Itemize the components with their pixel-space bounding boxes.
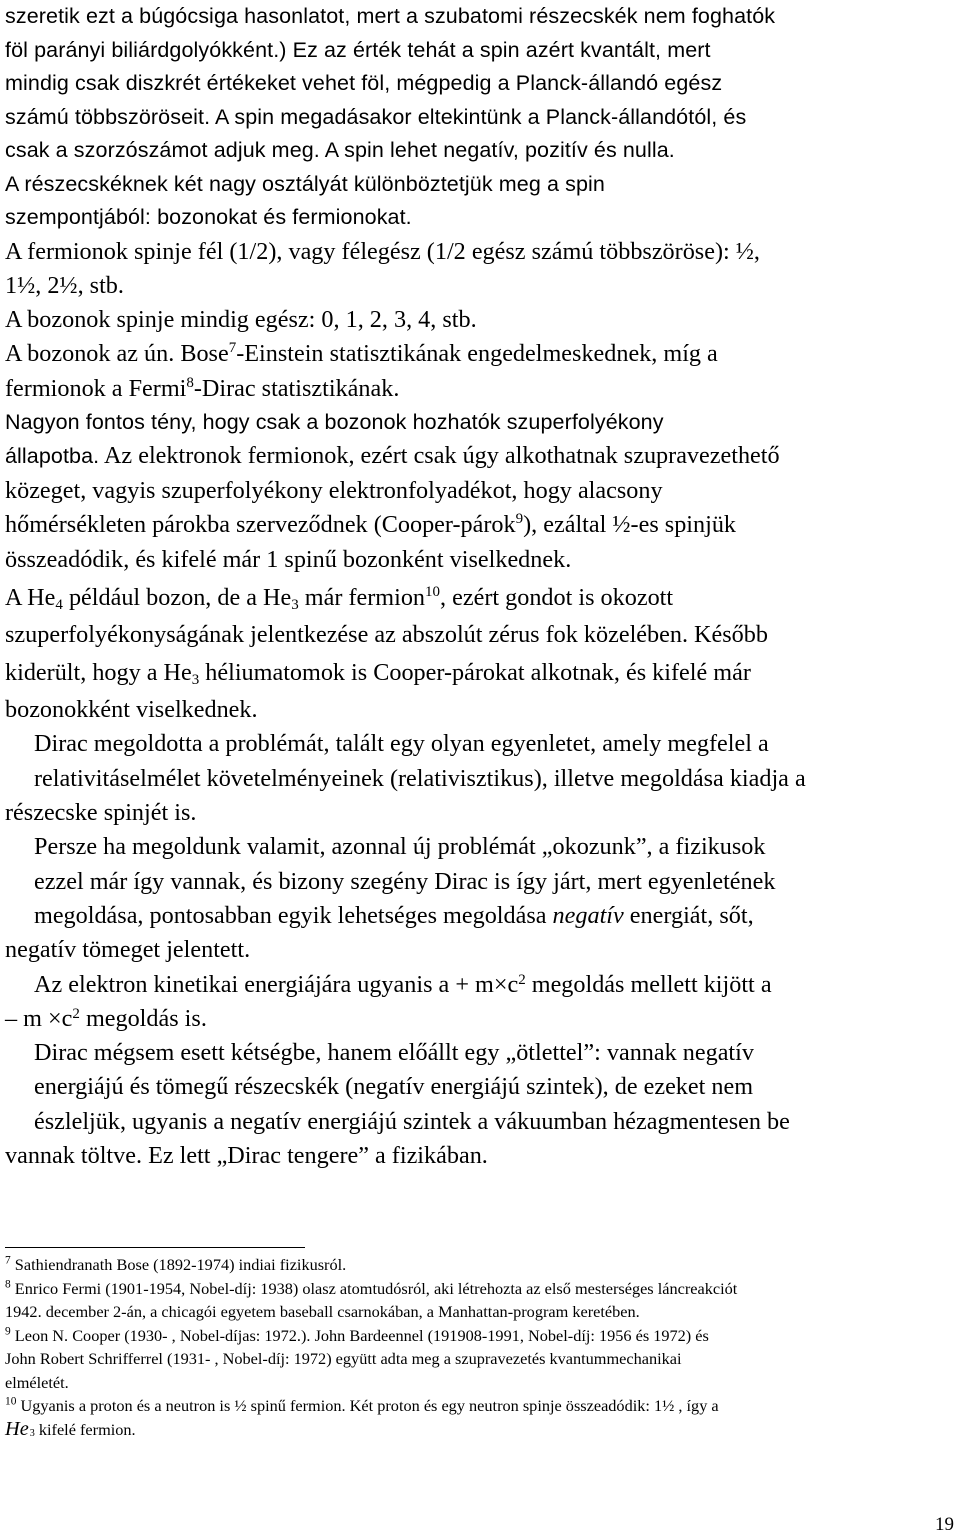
text-span: már fermion — [298, 583, 426, 611]
exponent: 2 — [518, 971, 526, 988]
text-span: hőmérsékleten párokba szerveződnek (Cooper-párok — [5, 511, 516, 539]
footnote-ref-9[interactable]: 9 — [515, 511, 524, 528]
subscript: 3 — [291, 597, 299, 614]
text-line: Dirac megoldotta a problémát, talált egy olyan egyenletet, amely megfelel a — [34, 730, 769, 758]
text-span: ), ezáltal ½-es spinjük — [523, 511, 737, 539]
text-span: energiát, sőt, — [623, 901, 754, 929]
footnotes — [5, 1253, 956, 1441]
text-span: héliumatomok is Cooper-párokat alkotnak, és kifelé már — [199, 659, 751, 687]
footnote-number: 9 — [5, 1325, 11, 1338]
text-span: megoldása, pontosabban egyik lehetséges megoldása — [34, 901, 553, 929]
text-span: állapotba. — [5, 444, 100, 469]
text-line: relativitáselmélet követelményeinek (relativisztikus), illetve megoldása kiadja a — [34, 764, 806, 792]
footnote-text: Leon N. Cooper (1930- , Nobel-díjas: 1972.). John Bardeennel (191908-1991, Nobel-díj: 1956 és 1972) és — [14, 1325, 709, 1345]
text-line: Nagyon fontos tény, hogy csak a bozonok hozhatók szuperfolyékony — [5, 409, 664, 434]
text-line: 1½, 2½, stb. — [5, 271, 124, 299]
text-span: megoldás mellett kijött a — [525, 970, 772, 998]
footnote-text: Enrico Fermi (1901-1954, Nobel-díj: 1938) olasz atomtudósról, aki létrehozta az első mesterséges láncreakciót — [14, 1278, 738, 1298]
text-span: , ezért gondot is okozott — [440, 583, 674, 611]
paragraph-fermion-spin — [5, 235, 956, 304]
text-line: A bozonok spinje mindig egész: 0, 1, 2, 3, 4, stb. — [5, 306, 477, 334]
text-span: Az elektron kinetikai energiájára ugyanis a + m×c — [34, 970, 519, 998]
text-line: részecske spinjét is. — [5, 799, 197, 827]
text-span: kiderült, hogy a He — [5, 659, 192, 687]
text-line: negatív tömeget jelentett. — [5, 936, 251, 964]
paragraph-particle-classes — [5, 168, 956, 235]
text-span: -Dirac statisztikának. — [193, 374, 400, 402]
paragraph-spin-intro — [5, 0, 956, 168]
text-span: -Einstein statisztikának engedelmeskednek, míg a — [236, 340, 718, 368]
text-line: közeget, vagyis szuperfolyékony elektronfolyadékot, hogy alacsony — [5, 476, 663, 504]
emphasis: negatív — [552, 901, 624, 929]
text-span: A He — [5, 583, 56, 611]
paragraph-dirac-sea — [5, 1036, 956, 1173]
paragraph-dirac-equation — [5, 727, 956, 830]
paragraph-helium — [5, 577, 956, 728]
text-span: fermionok a Fermi — [5, 374, 187, 402]
paragraph-negative-energy — [5, 830, 956, 967]
footnote-separator — [5, 1247, 305, 1248]
subscript: 4 — [55, 597, 63, 614]
page-number: 19 — [935, 1514, 954, 1535]
paragraph-superfluidity — [5, 406, 956, 577]
text-line: energiájú és tömegű részecskék (negatív energiájú szintek), de ezeket nem — [34, 1073, 754, 1101]
text-line: bozonokként viselkednek. — [5, 696, 258, 724]
paragraph-statistics — [5, 337, 956, 406]
paragraph-boson-spin — [5, 303, 956, 337]
text-line: Dirac mégsem esett kétségbe, hanem előállt egy „ötlettel”: vannak negatív — [34, 1039, 754, 1067]
text-span: Az elektronok fermionok, ezért csak úgy alkothatnak szupravezethető — [99, 442, 780, 470]
text-line: föl parányi biliárdgolyókként.) Ez az érték tehát a spin azért kvantált, mert — [5, 37, 711, 62]
exponent: 2 — [72, 1005, 80, 1022]
footnote-text: Sathiendranath Bose (1892-1974) indiai fizikusról. — [14, 1255, 347, 1274]
paragraph-kinetic-energy — [5, 968, 956, 1037]
footnote-text: elméletét. — [5, 1372, 69, 1392]
helium-symbol: He — [5, 1417, 29, 1440]
subscript: 3 — [29, 1428, 35, 1440]
text-line: szuperfolyékonyságának jelentkezése az abszolút zérus fok közelében. Később — [5, 620, 768, 648]
text-line: mindig csak diszkrét értékeket vehet föl, mégpedig a Planck-állandó egész — [5, 71, 723, 95]
text-line: Persze ha megoldunk valamit, azonnal új problémát „okozunk”, a fizikusok — [34, 833, 766, 861]
text-span: megoldás is. — [79, 1004, 207, 1032]
footnote-10 — [5, 1394, 956, 1441]
text-line: csak a szorzószámot adjuk meg. A spin lehet negatív, pozitív és nulla. — [5, 138, 675, 162]
text-line: szeretik ezt a búgócsiga hasonlatot, mert a szubatomi részecskék nem foghatók — [5, 4, 776, 28]
footnote-text: John Robert Schrifferrel (1931- , Nobel-díj: 1972) együtt adta meg a szupravezetés kvantummechanikai — [5, 1349, 682, 1368]
text-line: A fermionok spinje fél (1/2), vagy félegész (1/2 egész számú többszöröse): ½, — [5, 237, 760, 265]
footnote-7 — [5, 1253, 956, 1277]
text-line: összeadódik, és kifelé már 1 spinű bozonként viselkednek. — [5, 545, 572, 573]
footnote-9 — [5, 1324, 956, 1395]
footnote-ref-10[interactable]: 10 — [425, 583, 441, 600]
footnote-text: 1942. december 2-án, a chicagói egyetem baseball csarnokában, a Manhattan-program keretében. — [5, 1302, 640, 1321]
text-line: A részecskéknek két nagy osztályát különböztetjük meg a spin — [5, 171, 605, 196]
footnote-number: 7 — [5, 1254, 11, 1267]
text-line: ezzel már így vannak, és bizony szegény Dirac is így járt, mert egyenletének — [34, 867, 776, 895]
text-span: például bozon, de a He — [62, 583, 292, 611]
text-line: észleljük, ugyanis a negatív energiájú szintek a vákuumban hézagmentesen be — [34, 1107, 790, 1135]
text-line: vannak töltve. Ez lett „Dirac tengere” a fizikában. — [5, 1142, 488, 1170]
footnote-number: 8 — [5, 1278, 11, 1291]
subscript: 3 — [191, 672, 200, 689]
body-text — [5, 0, 956, 1173]
footnote-text: kifelé fermion. — [34, 1419, 136, 1439]
text-line: szempontjából: bozonokat és fermionokat. — [5, 205, 412, 229]
text-span: A bozonok az ún. Bose — [5, 340, 229, 368]
footnote-ref-8[interactable]: 8 — [186, 374, 194, 391]
footnote-ref-7[interactable]: 7 — [228, 340, 237, 357]
text-span: – m ×c — [5, 1004, 73, 1032]
footnote-8 — [5, 1277, 956, 1324]
footnote-number: 10 — [5, 1395, 17, 1408]
footnote-text: Ugyanis a proton és a neutron is ½ spinű fermion. Két proton és egy neutron spinje összeadódik: 1½ , így a — [20, 1396, 719, 1415]
text-line: számú többszöröseit. A spin megadásakor eltekintünk a Planck-állandótól, és — [5, 104, 747, 129]
